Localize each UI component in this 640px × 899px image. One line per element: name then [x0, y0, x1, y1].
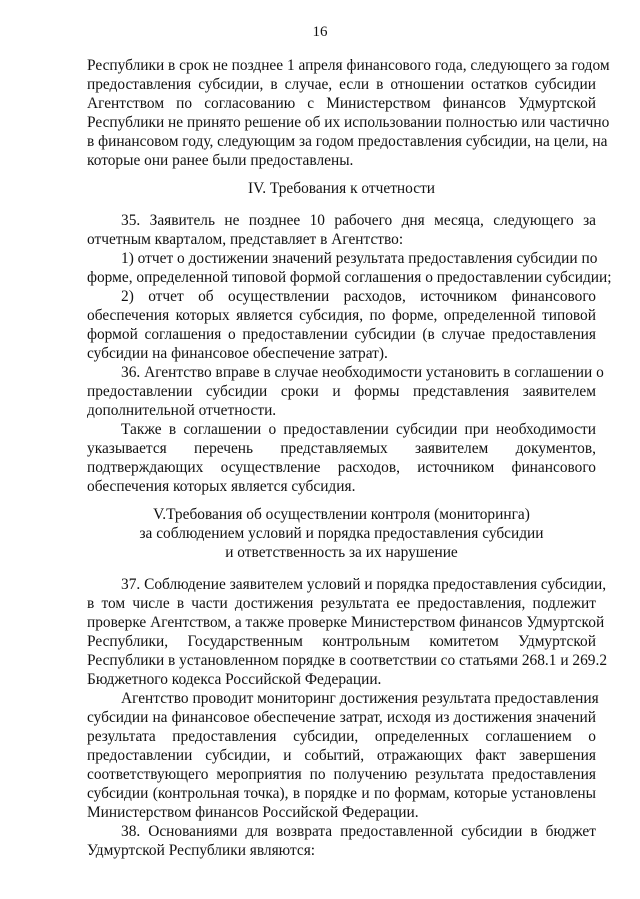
text-line: IV. Требования к отчетности — [247, 180, 436, 197]
text-line: проверке Агентством, а также проверке Министерством финансов Удмуртской — [87, 614, 605, 631]
text-line: V.Требования об осуществлении контроля (мониторинга) — [153, 506, 530, 523]
text-line: 2) отчет об осуществлении расходов, источником финансового — [121, 288, 596, 305]
text-line: субсидии на финансовое обеспечение затрат). — [87, 345, 388, 362]
text-line: Республики, Государственным контрольным комитетом Удмуртской — [87, 633, 596, 650]
text-line: за соблюдением условий и порядка предоставления субсидии — [139, 525, 544, 542]
text-line: предоставлении субсидии сроки и формы представления заявителем — [87, 383, 596, 400]
text-line: в том числе в части достижения результата ее предоставления, подлежит — [87, 595, 596, 612]
text-line: 37. Соблюдение заявителем условий и порядка предоставления субсидии, — [121, 576, 607, 593]
text-line: и ответственность за их нарушение — [225, 544, 458, 561]
text-line: предоставлении субсидии, и событий, отражающих факт завершения — [87, 747, 596, 764]
text-line: субсидии (контрольная точка), в порядке и по формам, которые установлены — [87, 785, 596, 802]
text-line: Министерством финансов Российской Федерации. — [87, 804, 419, 821]
text-line: указывается перечень представляемых заявителем документов, — [87, 440, 596, 457]
text-line: Республики в срок не позднее 1 апреля финансового года, следующего за годом — [87, 57, 610, 74]
text-line: Агентством по согласованию с Министерством финансов Удмуртской — [87, 95, 596, 112]
text-line: Удмуртской Республики являются: — [87, 842, 316, 859]
text-line: Республики не принято решение об их использовании полностью или частично — [87, 114, 610, 131]
text-line: 38. Основаниями для возврата предоставленной субсидии в бюджет — [121, 823, 596, 840]
text-line: отчетным кварталом, представляет в Агентство: — [87, 231, 404, 248]
text-line: Агентство проводит мониторинг достижения результата предоставления — [121, 690, 599, 707]
text-line: предоставления субсидии, в случае, если в отношении остатков субсидии — [87, 76, 596, 93]
text-line: дополнительной отчетности. — [87, 402, 277, 419]
text-line: в финансовом году, следующим за годом предоставления субсидии, на цели, на — [87, 133, 608, 150]
text-line: которые они ранее были предоставлены. — [87, 152, 354, 169]
text-line: Также в соглашении о предоставлении субсидии при необходимости — [121, 421, 596, 438]
text-line: результата предоставления субсидии, определенных соглашением о — [87, 728, 596, 745]
text-line: обеспечения которых является субсидия. — [87, 478, 356, 495]
text-line: подтверждающих осуществление расходов, источником финансового — [87, 459, 596, 476]
text-line: субсидии на финансовое обеспечение затрат, исходя из достижения значений — [87, 709, 596, 726]
text-line: форме, определенной типовой формой соглашения о предоставлении субсидии; — [87, 269, 612, 286]
text-line: обеспечения которых является субсидия, по форме, определенной типовой — [87, 307, 596, 324]
page-number: 16 — [312, 24, 328, 40]
text-line: Республики в установленном порядке в соответствии со статьями 268.1 и 269.2 — [87, 652, 608, 669]
text-line: соответствующего мероприятия по получению результата предоставления — [87, 766, 596, 783]
text-line: формой соглашения о предоставлении субсидии (в случае предоставления — [87, 326, 596, 343]
text-line: 36. Агентство вправе в случае необходимости установить в соглашении о — [121, 364, 604, 381]
text-line: Бюджетного кодекса Российской Федерации. — [87, 671, 382, 688]
text-line: 1) отчет о достижении значений результата предоставления субсидии по — [121, 250, 598, 267]
text-line: 35. Заявитель не позднее 10 рабочего дня месяца, следующего за — [121, 212, 596, 229]
